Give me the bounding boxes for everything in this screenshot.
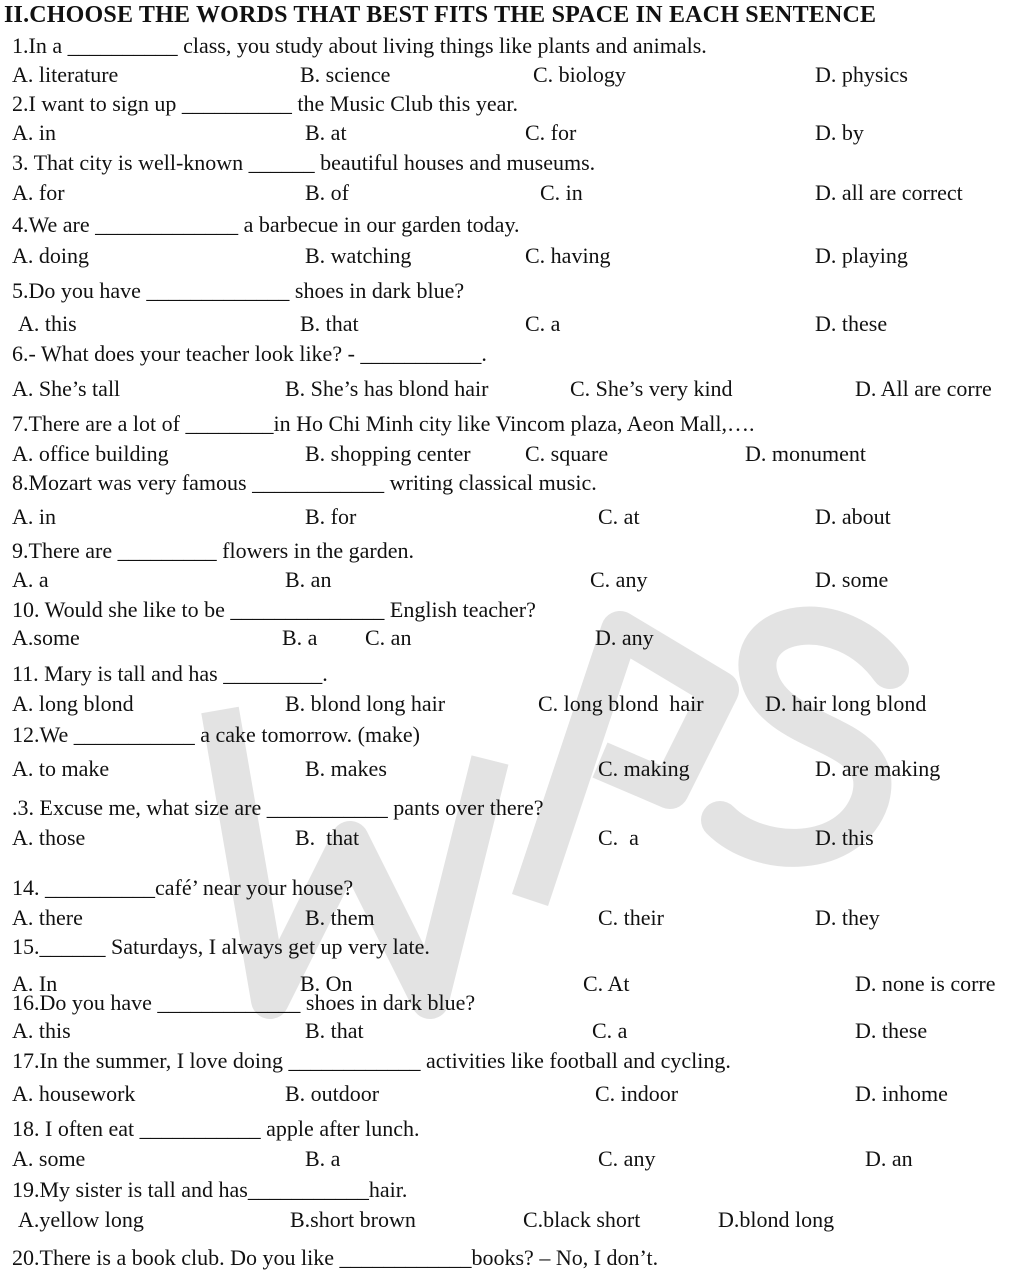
question-11-option-a: A. long blond — [12, 691, 134, 716]
question-17-option-c: C. indoor — [595, 1081, 679, 1106]
question-19-option-b: B.short brown — [290, 1207, 416, 1232]
question-8-option-d: D. about — [815, 504, 891, 529]
question-2-option-b: B. at — [305, 120, 347, 145]
question-12-option-a: A. to make — [12, 756, 110, 781]
question-19-stem: 19.My sister is tall and has___________hair. — [12, 1177, 408, 1202]
question-7-stem: 7.There are a lot of ________in Ho Chi Minh city like Vincom plaza, Aeon Mall,…. — [12, 411, 755, 436]
question-20-stem: 20.There is a book club. Do you like ____________books? – No, I don’t. — [12, 1245, 659, 1270]
question-6-option-b: B. She’s has blond hair — [285, 376, 489, 401]
question-12-option-d: D. are making — [815, 756, 941, 781]
question-16-stem: 16.Do you have _____________ shoes in dark blue? — [12, 990, 476, 1015]
question-3-option-d: D. all are correct — [815, 180, 963, 205]
question-17-stem: 17.In the summer, I love doing ____________ activities like football and cycling. — [12, 1048, 731, 1073]
question-4-option-a: A. doing — [12, 243, 89, 268]
question-17-option-b: B. outdoor — [285, 1081, 380, 1106]
question-15-stem: 15.______ Saturdays, I always get up very late. — [12, 934, 430, 959]
question-13-stem: .3. Excuse me, what size are ___________ pants over there? — [12, 795, 544, 820]
question-8-stem: 8.Mozart was very famous ____________ writing classical music. — [12, 470, 597, 495]
question-16-option-c: C. a — [592, 1018, 628, 1043]
question-7-option-c: C. square — [525, 441, 609, 466]
question-2-option-c: C. for — [525, 120, 577, 145]
question-7-option-a: A. office building — [12, 441, 169, 466]
question-15-option-c: C. At — [583, 971, 630, 996]
question-3-stem: 3. That city is well-known ______ beautiful houses and museums. — [12, 150, 596, 175]
question-19-option-c: C.black short — [523, 1207, 641, 1232]
question-4-stem: 4.We are _____________ a barbecue in our garden today. — [12, 212, 520, 237]
question-11-stem: 11. Mary is tall and has _________. — [12, 661, 328, 686]
question-13-option-d: D. this — [815, 825, 874, 850]
question-14-option-b: B. them — [305, 905, 375, 930]
question-10-stem: 10. Would she like to be ______________ English teacher? — [12, 597, 536, 622]
question-3-option-c: C. in — [540, 180, 583, 205]
question-1-option-d: D. physics — [815, 62, 908, 87]
question-19-option-d: D.blond long — [718, 1207, 835, 1232]
question-15-option-d: D. none is corre — [855, 971, 996, 996]
question-18-option-d: D. an — [865, 1146, 913, 1171]
question-10-option-c: C. an — [365, 625, 412, 650]
question-9-option-c: C. any — [590, 567, 648, 592]
question-18-option-b: B. a — [305, 1146, 341, 1171]
question-14-stem: 14. __________café’ near your house? — [12, 875, 354, 900]
question-4-option-b: B. watching — [305, 243, 412, 268]
question-10-option-b: B. a — [282, 625, 318, 650]
question-9-stem: 9.There are _________ flowers in the garden. — [12, 538, 414, 563]
question-8-option-c: C. at — [598, 504, 640, 529]
question-3-option-b: B. of — [305, 180, 349, 205]
question-5-option-a: A. this — [18, 311, 77, 336]
question-9-option-d: D. some — [815, 567, 889, 592]
question-6-stem: 6.- What does your teacher look like? - ___________. — [12, 341, 487, 366]
question-2-option-d: D. by — [815, 120, 864, 145]
question-12-stem: 12.We ___________ a cake tomorrow. (make) — [12, 722, 420, 747]
question-8-option-a: A. in — [12, 504, 56, 529]
question-14-option-c: C. their — [598, 905, 664, 930]
question-19-option-a: A.yellow long — [18, 1207, 144, 1232]
question-5-option-c: C. a — [525, 311, 561, 336]
question-16-option-b: B. that — [305, 1018, 364, 1043]
question-11-option-d: D. hair long blond — [765, 691, 927, 716]
question-16-option-a: A. this — [12, 1018, 71, 1043]
question-15-option-a: A. In — [12, 971, 58, 996]
question-18-option-c: C. any — [598, 1146, 656, 1171]
question-1-stem: 1.In a __________ class, you study about living things like plants and animals. — [12, 33, 707, 58]
question-14-option-a: A. there — [12, 905, 83, 930]
page-title: II.CHOOSE THE WORDS THAT BEST FITS THE SPACE IN EACH SENTENCE — [4, 2, 877, 28]
question-5-option-b: B. that — [300, 311, 359, 336]
question-5-stem: 5.Do you have _____________ shoes in dark blue? — [12, 278, 465, 303]
question-9-option-b: B. an — [285, 567, 332, 592]
question-6-option-d: D. All are corre — [855, 376, 992, 401]
question-14-option-d: D. they — [815, 905, 880, 930]
question-10-option-d: D. any — [595, 625, 654, 650]
question-9-option-a: A. a — [12, 567, 49, 592]
question-8-option-b: B. for — [305, 504, 357, 529]
question-4-option-d: D. playing — [815, 243, 908, 268]
question-6-option-c: C. She’s very kind — [570, 376, 733, 401]
question-15-option-b: B. On — [300, 971, 353, 996]
question-3-option-a: A. for — [12, 180, 65, 205]
question-7-option-d: D. monument — [745, 441, 866, 466]
question-13-option-b: B. that — [295, 825, 360, 850]
question-13-option-c: C. a — [598, 825, 639, 850]
question-17-option-d: D. inhome — [855, 1081, 948, 1106]
question-5-option-d: D. these — [815, 311, 888, 336]
question-2-option-a: A. in — [12, 120, 56, 145]
question-1-option-c: C. biology — [533, 62, 626, 87]
question-18-option-a: A. some — [12, 1146, 86, 1171]
question-6-option-a: A. She’s tall — [12, 376, 121, 401]
question-12-option-c: C. making — [598, 756, 690, 781]
question-2-stem: 2.I want to sign up __________ the Music Club this year. — [12, 91, 518, 116]
question-13-option-a: A. those — [12, 825, 86, 850]
question-10-option-a: A.some — [12, 625, 80, 650]
question-17-option-a: A. housework — [12, 1081, 136, 1106]
question-7-option-b: B. shopping center — [305, 441, 471, 466]
question-1-option-a: A. literature — [12, 62, 119, 87]
question-11-option-b: B. blond long hair — [285, 691, 446, 716]
question-16-option-d: D. these — [855, 1018, 928, 1043]
question-1-option-b: B. science — [300, 62, 391, 87]
question-18-stem: 18. I often eat ___________ apple after lunch. — [12, 1116, 420, 1141]
question-4-option-c: C. having — [525, 243, 611, 268]
question-12-option-b: B. makes — [305, 756, 387, 781]
question-11-option-c: C. long blond hair — [538, 691, 704, 716]
